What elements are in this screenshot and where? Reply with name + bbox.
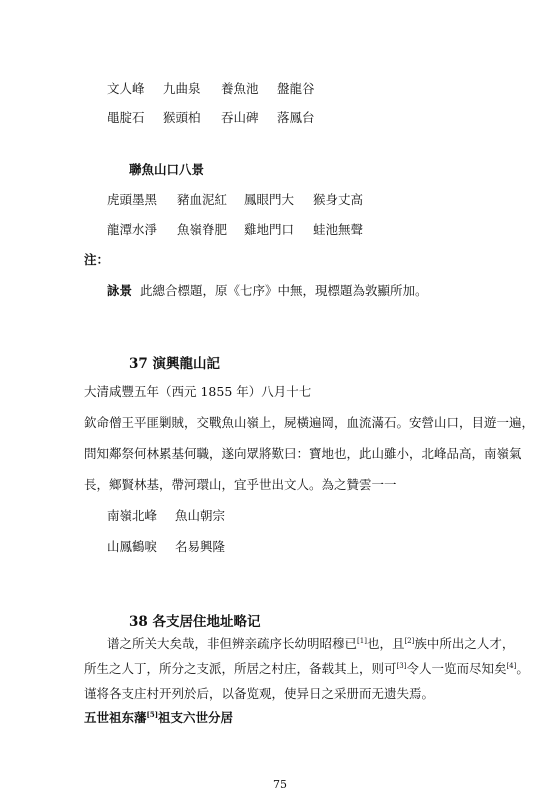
view-item: 虎頭墨黑	[107, 192, 158, 207]
text-run: 谱之所关大矣哉，非但辨亲疏序长幼明昭穆已	[107, 636, 358, 651]
view-item: 龍潭水淨	[107, 222, 158, 237]
verse-item: 魚山朝宗	[175, 508, 226, 523]
view-item: 猴身丈高	[313, 192, 364, 207]
view-item: 雞地門口	[244, 222, 295, 237]
view-item: 蛙池無聲	[313, 222, 364, 237]
view-item: 鳳眼門大	[244, 192, 295, 207]
notes-label: 注：	[84, 252, 110, 267]
footnote-ref[interactable]: [5]	[146, 709, 159, 719]
text-run: 。	[516, 661, 529, 676]
paragraph-line: 長，鄉賢林基，帶河環山，宜乎世出文人。為之贊雲一一	[84, 477, 397, 492]
footnote-ref[interactable]: [1]	[357, 636, 367, 645]
paragraph-line: 問知鄰祭何林累基何職，遂向眾將歎曰：寶地也，此山雖小，北峰品高，南嶺氣	[84, 446, 522, 461]
view-item: 魚嶺脊肥	[177, 222, 228, 237]
scenic-item: 落鳳台	[277, 110, 315, 125]
scenic-item: 猴頭柏	[163, 110, 201, 125]
view-item: 豬血泥紅	[177, 192, 228, 207]
note-item	[107, 281, 427, 299]
date-line: 大清咸豐五年（西元 1855 年）八月十七	[84, 384, 312, 399]
verse-item: 名易興隆	[175, 539, 226, 554]
text-run: 也，且	[366, 636, 405, 651]
subheading	[84, 708, 233, 726]
text-run: 令人一览而尽知矣	[406, 661, 507, 676]
scenic-item: 養魚池	[221, 81, 259, 96]
scenic-item: 盤龍谷	[277, 81, 315, 96]
text-run: 所生之人丁，所分之支派，所居之村庄，备载其上，则可	[84, 661, 397, 676]
section-37-title: 37 演興龍山記	[129, 356, 220, 372]
note-term: 詠景	[107, 283, 133, 298]
scenic-item: 吞山碑	[221, 110, 259, 125]
text-run: 五世祖东藩	[84, 710, 147, 725]
footnote-ref[interactable]: [2]	[404, 636, 415, 645]
scenic-item: 文人峰	[107, 81, 145, 96]
verse-item: 南嶺北峰	[107, 508, 158, 523]
scenic-item: 黽腚石	[107, 110, 145, 125]
paragraph-line: 谨将各支庄村开列於后，以备览观，使异日之采册而无遗失焉。	[84, 686, 435, 701]
section-38-title: 38 各支居住地址略记	[129, 614, 261, 630]
page-number: 75	[273, 778, 287, 791]
section-heading-lianyu: 聯魚山口八景	[129, 162, 205, 177]
paragraph-line: 欽命僧王平匪剿賊，交戰魚山嶺上，屍橫遍岡，血流滿石。安營山口，目遊一遍，	[84, 415, 535, 430]
footnote-ref[interactable]: [4]	[506, 661, 517, 670]
verse-item: 山鳳鶴唳	[107, 539, 158, 554]
scenic-item: 九曲泉	[163, 81, 201, 96]
paragraph-line	[84, 659, 529, 677]
paragraph-line	[107, 634, 514, 652]
note-text: 此總合標題，原《七序》中無，現標題為敦顯所加。	[139, 283, 428, 298]
text-run: 祖支六世分居	[158, 710, 234, 725]
text-run: 族中所出之人才，	[414, 636, 515, 651]
footnote-ref[interactable]: [3]	[396, 661, 407, 670]
